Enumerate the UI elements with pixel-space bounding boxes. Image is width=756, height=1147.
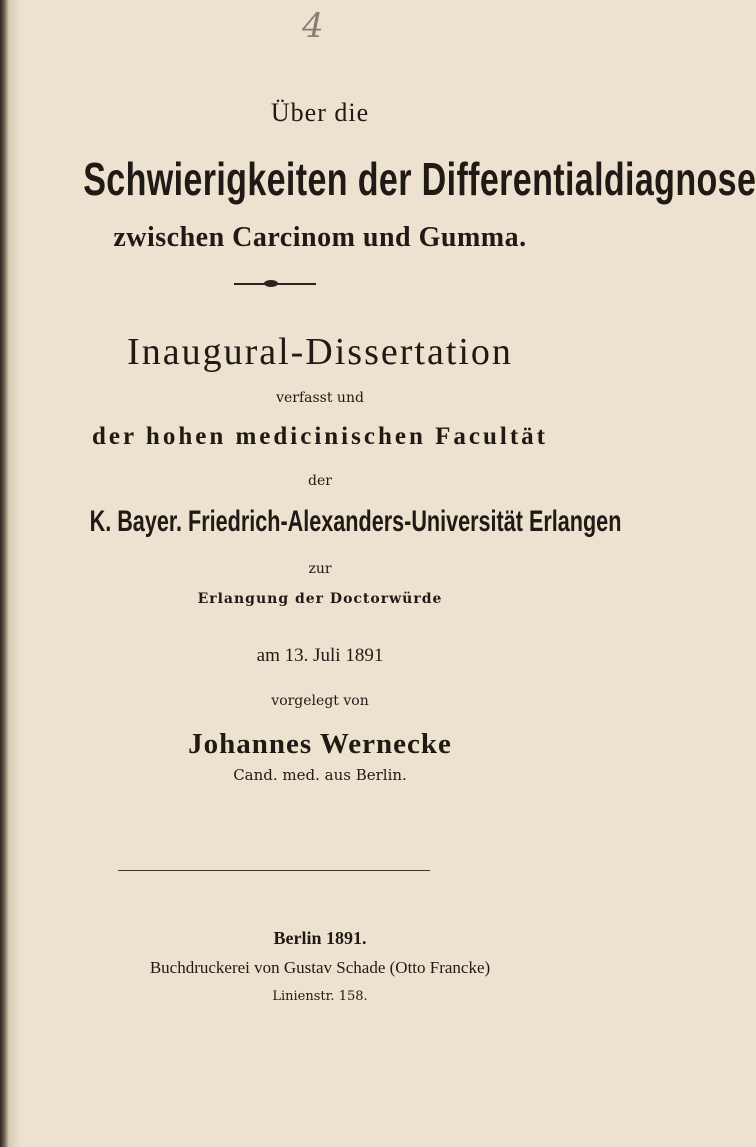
imprint-address: Linienstr. 158. xyxy=(272,989,368,1004)
ornament-dot xyxy=(264,280,278,287)
document-title: Schwierigkeiten der Differentialdiagnose xyxy=(83,153,756,205)
divider-rule xyxy=(118,870,430,871)
heading-over: Über die xyxy=(270,98,370,127)
author-name: Johannes Wernecke xyxy=(188,728,452,760)
imprint-place-year: Berlin 1891. xyxy=(273,928,367,948)
document-subtitle: zwischen Carcinom und Gumma. xyxy=(113,222,527,253)
university-name: K. Bayer. Friedrich-Alexanders-Universität Erlangen xyxy=(89,505,622,538)
imprint-printer: Buchdruckerei von Gustav Schade (Otto Francke) xyxy=(149,958,491,977)
der-text: der xyxy=(308,473,332,489)
vorgelegt-text: vorgelegt von xyxy=(271,693,369,709)
dissertation-date: am 13. Juli 1891 xyxy=(256,645,384,666)
purpose-text: Erlangung der Doctorwürde xyxy=(197,591,443,607)
dissertation-label: Inaugural-Dissertation xyxy=(127,331,513,373)
faculty-text: der hohen medicinischen Facultät xyxy=(92,423,548,450)
author-credentials: Cand. med. aus Berlin. xyxy=(233,766,407,784)
handwritten-mark: 4 xyxy=(302,6,324,46)
zur-text: zur xyxy=(308,561,332,577)
verfasst-text: verfasst und xyxy=(276,390,364,406)
